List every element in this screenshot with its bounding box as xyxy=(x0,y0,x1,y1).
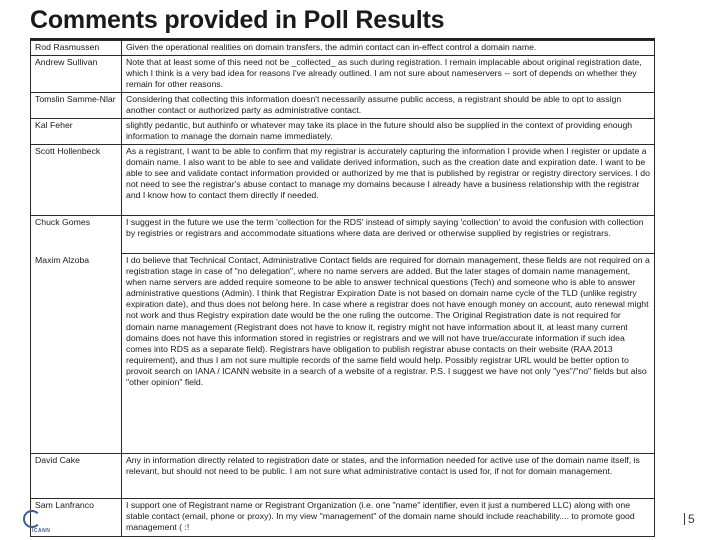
commenter-name: Chuck Gomes xyxy=(31,216,122,254)
page-number xyxy=(684,512,695,526)
table-row xyxy=(31,41,655,56)
table-row xyxy=(31,145,655,216)
comment-text: Considering that collecting this information doesn't necessarily assume public access, a registrant should be able to opt to assign another contact or authorized party as administrative contact. xyxy=(122,93,655,119)
commenter-name: Kal Feher xyxy=(31,119,122,145)
page-number-divider xyxy=(684,513,685,525)
commenter-name: Andrew Sullivan xyxy=(31,56,122,93)
commenter-name: David Cake xyxy=(31,454,122,499)
comment-text: I support one of Registrant name or Registrant Organization (i.e. one "name" identifier, even it just a numbered LLC) along with one stable contact (email, phone or proxy). In my view "management" of the domain name should include reachability.... to promote good management ( :! xyxy=(122,499,655,537)
commenter-name: Scott Hollenbeck xyxy=(31,145,122,216)
comment-text: I suggest in the future we use the term 'collection for the RDS' instead of simply saying 'collection' to avoid the confusion with collection by registries or registrars and accommodate situations where data are derived or otherwise supplied by registries or registrars. xyxy=(122,216,655,254)
table-row xyxy=(31,254,655,454)
commenter-name: Rod Rasmussen xyxy=(31,41,122,56)
page-title: Comments provided in Poll Results xyxy=(30,6,445,34)
comment-text: Note that at least some of this need not be _collected_ as such during registration. I remain implacable about original registration date, which I think is a very bad idea for reasons I've already outlined. I am not sure about nameservers -- sort of depends on whether they remain for other reasons. xyxy=(122,56,655,93)
logo-wordmark: ICANN xyxy=(32,528,51,534)
table-row xyxy=(31,56,655,93)
table-row xyxy=(31,499,655,537)
commenter-name: Tomslin Samme-Nlar xyxy=(31,93,122,119)
comment-text: slightly pedantic, but authinfo or whatever may take its place in the future should also be supplied in the context of providing enough information to manage the domain name immediately. xyxy=(122,119,655,145)
table-row xyxy=(31,216,655,254)
comment-text: I do believe that Technical Contact, Administrative Contact fields are required for domain management, these fields are not required on a registration stage in case of "no delegation", where no name servers are added. But the later stages of domain name management, when name servers are added require someone to be able to answer technical questions (Tech) and someone who is able to answer administrative questions (Admin). I think that Registrar Expiration Date is not based on domain name cycle of the TLD (unlike registry expiration date), and thus does not belong here. In case where a registrar does not have enough money on account, auto renewal might not work and thus Registry expiration date would be the one ruling the outcome. The Original Registration date is not required for domain name management (Registrant does not have to know it, registry might not have information about it, at least many current domains does not have this information stored in registries or registrars and we will not have true/accurate information if such idea comes into RDS as a separate field). Registrars have obligation to publish registrar abuse contacts on their website (RAA 2013 requirement), and thus I am not sure multiple records of the same field would help. Possibly registrar URL would be better option to provoit search on IANA / ICANN website in a search of a website of a registrar. P.S. I suggest we have not only "yes"/"no" fields but also "other opinion" field. xyxy=(122,254,655,454)
table-row xyxy=(31,454,655,499)
commenter-name: Sam Lanfranco xyxy=(31,499,122,537)
icann-logo xyxy=(20,508,50,536)
commenter-name: Maxim Alzoba xyxy=(31,254,122,454)
comment-text: As a registrant, I want to be able to confirm that my registrar is accurately capturing the information I provide when I register or update a domain name. I also want to be able to see and validate derived information, such as the creation date and expiration date. I want to be able to see and validate contact information provided or authorized by me that is published by registrar or registry directory services. I do not need to see the registrar's abuse contact to manage my domains because I already have a business relationship with the registrar and I know how to contact them directly if needed. xyxy=(122,145,655,216)
comment-text: Given the operational realities on domain transfers, the admin contact can in-effect control a domain name. xyxy=(122,41,655,56)
comments-table xyxy=(30,40,655,537)
comment-text: Any in information directly related to registration date or states, and the information needed for active use of the domain name itself, is relevant, but should not need to be public. I am not sure what administrative contact is used for, if not for domain management. xyxy=(122,454,655,499)
table-row xyxy=(31,119,655,145)
table-row xyxy=(31,93,655,119)
page-number-value: 5 xyxy=(688,512,695,526)
logo-swirl-icon xyxy=(23,510,41,528)
